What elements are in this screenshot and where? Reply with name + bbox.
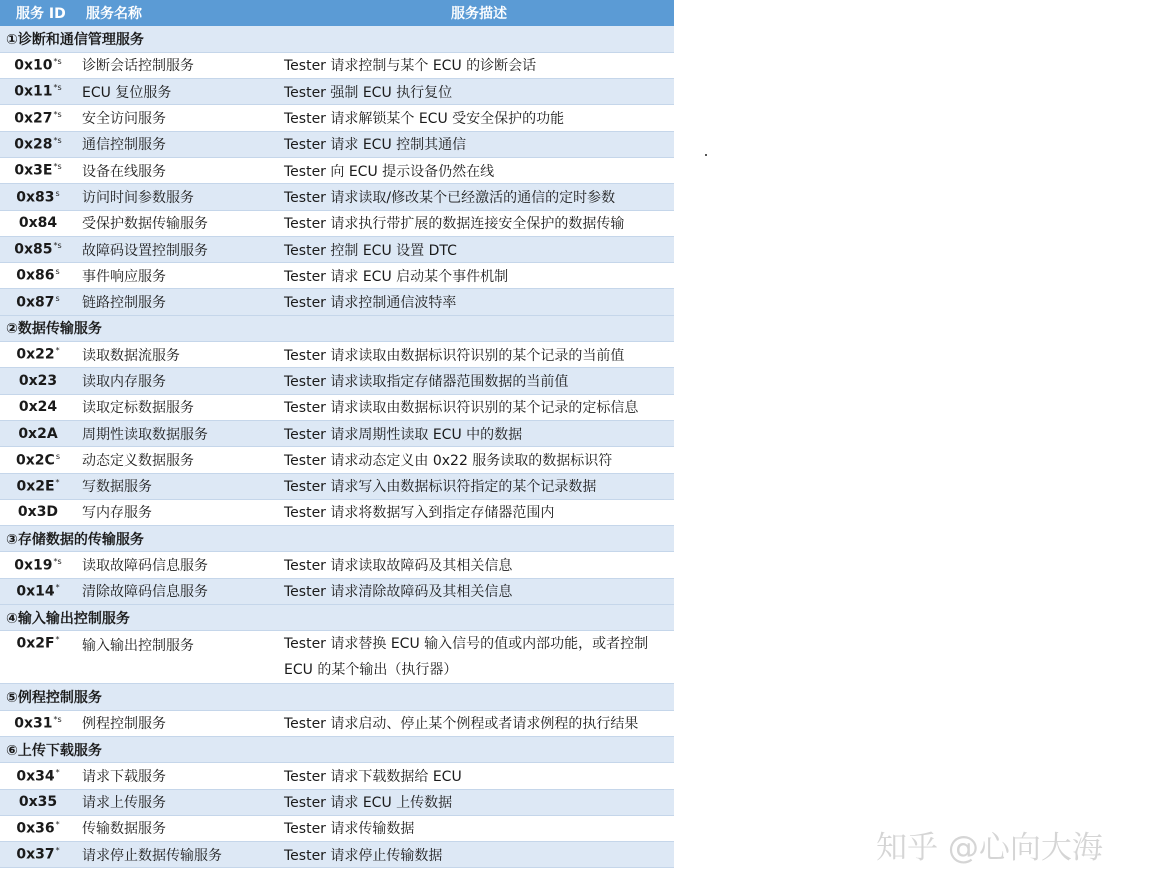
header-service-description: 服务描述 <box>451 6 507 22</box>
service-description: Tester 请求清除故障码及其相关信息 <box>284 578 674 604</box>
service-id-cell <box>0 263 82 289</box>
service-id: 0x85 <box>14 241 53 258</box>
service-name: ECU 复位服务 <box>82 79 284 105</box>
service-name: 读取定标数据服务 <box>82 400 194 417</box>
service-id: 0x87 <box>16 294 55 311</box>
service-id-cell <box>0 631 82 684</box>
service-id: 0x36 <box>16 820 55 837</box>
service-description: Tester 请求 ECU 启动某个事件机制 <box>284 268 509 285</box>
section-header-row <box>0 736 674 762</box>
service-id: 0x10 <box>14 57 53 74</box>
service-id: 0x22 <box>16 347 55 364</box>
table-row <box>0 578 674 604</box>
service-description: Tester 请求控制与某个 ECU 的诊断会话 <box>284 58 537 75</box>
table-row <box>0 289 674 315</box>
service-description: Tester 控制 ECU 设置 DTC <box>284 236 674 262</box>
service-id: 0x27 <box>14 110 53 127</box>
service-name: 受保护数据传输服务 <box>82 216 208 233</box>
table-row <box>0 473 674 499</box>
table-row <box>0 763 674 789</box>
service-description: Tester 请求解锁某个 ECU 受安全保护的功能 <box>284 111 565 128</box>
header-service-id: 服务 ID <box>16 6 66 22</box>
service-id-footnote-mark: * <box>55 846 60 856</box>
service-id: 0x31 <box>14 715 53 732</box>
table-row <box>0 157 674 183</box>
service-description: Tester 请求替换 ECU 输入信号的值或内部功能，或者控制 ECU 的某个输出（执行器） <box>284 636 649 679</box>
section-title: ⑤例程控制服务 <box>0 684 674 710</box>
section-header-row <box>0 605 674 631</box>
service-name: 传输数据服务 <box>82 821 166 838</box>
service-id: 0x2A <box>18 425 58 442</box>
service-id-footnote-mark: * <box>55 477 60 487</box>
service-id-cell <box>0 578 82 604</box>
header-service-name: 服务名称 <box>86 6 142 22</box>
section-title: ④输入输出控制服务 <box>0 605 674 631</box>
service-name: 设备在线服务 <box>82 163 166 180</box>
service-id-footnote-mark: s <box>55 293 60 303</box>
service-id: 0x28 <box>14 136 53 153</box>
table-row <box>0 263 674 289</box>
section-header-row <box>0 26 674 52</box>
service-id-footnote-mark: *s <box>53 162 62 172</box>
service-id: 0x2F <box>16 635 55 652</box>
service-description: Tester 请求写入由数据标识符指定的某个记录数据 <box>284 473 674 499</box>
service-id-footnote-mark: * <box>55 346 60 356</box>
service-id-footnote-mark: * <box>55 583 60 593</box>
table-row <box>0 79 674 105</box>
service-id: 0x11 <box>14 84 53 101</box>
service-description: Tester 请求将数据写入到指定存储器范围内 <box>284 505 555 522</box>
table-row <box>0 394 674 420</box>
service-id: 0x14 <box>16 583 55 600</box>
service-name: 请求停止数据传输服务 <box>82 842 284 868</box>
table-row <box>0 842 674 868</box>
table-row <box>0 552 674 578</box>
service-id-cell <box>0 815 82 841</box>
service-name: 读取内存服务 <box>82 368 284 394</box>
service-name: 写数据服务 <box>82 473 284 499</box>
service-id: 0x24 <box>18 399 58 416</box>
service-name: 诊断会话控制服务 <box>82 58 194 75</box>
section-title: ③存储数据的传输服务 <box>0 526 674 552</box>
service-id-footnote-mark: *s <box>53 57 62 67</box>
service-id-footnote-mark: * <box>55 767 60 777</box>
section-header-row <box>0 526 674 552</box>
service-id: 0x23 <box>18 373 58 389</box>
service-name: 事件响应服务 <box>82 268 166 285</box>
service-description: Tester 请求动态定义由 0x22 服务读取的数据标识符 <box>284 452 613 469</box>
table-row <box>0 105 674 131</box>
section-header-row <box>0 315 674 341</box>
service-id-cell <box>0 79 82 105</box>
section-title: ⑥上传下载服务 <box>0 736 674 762</box>
service-description: Tester 请求读取由数据标识符识别的某个记录的当前值 <box>284 347 625 364</box>
section-title: ①诊断和通信管理服务 <box>0 26 674 52</box>
table-row <box>0 447 674 473</box>
service-id-cell <box>0 763 82 789</box>
service-id: 0x19 <box>14 557 53 574</box>
service-id-cell <box>0 157 82 183</box>
service-description: Tester 请求读取故障码及其相关信息 <box>284 558 513 575</box>
service-name: 访问时间参数服务 <box>82 184 284 210</box>
service-id-cell <box>0 184 82 210</box>
section-header-row <box>0 684 674 710</box>
service-description: Tester 请求控制通信波特率 <box>284 289 674 315</box>
stray-dot <box>705 154 707 156</box>
service-id-cell <box>0 236 82 262</box>
service-id-footnote-mark: s <box>55 188 60 198</box>
table-row <box>0 815 674 841</box>
service-name: 例程控制服务 <box>82 716 166 733</box>
table-row <box>0 184 674 210</box>
service-id: 0x2C <box>16 452 55 469</box>
watermark: 知乎 @心向大海 <box>876 830 1103 866</box>
service-id-cell <box>0 342 82 368</box>
service-name: 输入输出控制服务 <box>82 638 194 655</box>
service-id-cell <box>0 105 82 131</box>
service-description: Tester 向 ECU 提示设备仍然在线 <box>284 163 495 180</box>
service-name: 链路控制服务 <box>82 289 284 315</box>
table-row <box>0 131 674 157</box>
table-row <box>0 710 674 736</box>
table-row <box>0 342 674 368</box>
service-id-cell <box>0 210 82 236</box>
table-row <box>0 499 674 525</box>
service-id: 0x3E <box>14 162 53 179</box>
table-body <box>0 26 674 868</box>
service-id-footnote-mark: *s <box>53 556 62 566</box>
service-description: Tester 请求 ECU 控制其通信 <box>284 131 674 157</box>
service-id: 0x37 <box>16 847 55 864</box>
service-id-footnote-mark: * <box>55 635 60 645</box>
service-id-cell <box>0 552 82 578</box>
service-id: 0x34 <box>16 768 55 785</box>
service-name: 清除故障码信息服务 <box>82 578 284 604</box>
service-name: 周期性读取数据服务 <box>82 420 284 446</box>
service-description: Tester 请求读取由数据标识符识别的某个记录的定标信息 <box>284 400 639 417</box>
service-id-cell <box>0 499 82 525</box>
service-id-footnote-mark: *s <box>53 83 62 93</box>
service-id: 0x35 <box>18 794 58 811</box>
table-row <box>0 789 674 815</box>
service-id-cell <box>0 368 82 394</box>
table-row <box>0 420 674 446</box>
service-name: 写内存服务 <box>82 505 152 522</box>
service-description: Tester 强制 ECU 执行复位 <box>284 79 674 105</box>
service-description: Tester 请求 ECU 上传数据 <box>284 789 674 815</box>
table-row <box>0 368 674 394</box>
service-name: 读取数据流服务 <box>82 347 180 364</box>
table-row <box>0 52 674 78</box>
service-description: Tester 请求传输数据 <box>284 821 415 838</box>
table-row <box>0 210 674 236</box>
service-id-footnote-mark: *s <box>53 714 62 724</box>
service-id-footnote-mark: s <box>55 267 60 277</box>
service-id: 0x83 <box>16 189 55 206</box>
service-id-cell <box>0 420 82 446</box>
service-id-cell <box>0 289 82 315</box>
service-name: 请求下载服务 <box>82 768 166 785</box>
service-name: 动态定义数据服务 <box>82 452 194 469</box>
service-name: 故障码设置控制服务 <box>82 236 284 262</box>
service-id-footnote-mark: *s <box>53 136 62 145</box>
table-row <box>0 631 674 684</box>
service-id-cell <box>0 789 82 815</box>
service-name: 读取故障码信息服务 <box>82 558 208 575</box>
service-id: 0x86 <box>16 268 55 285</box>
service-id-cell <box>0 473 82 499</box>
service-name: 请求上传服务 <box>82 789 284 815</box>
service-description: Tester 请求停止传输数据 <box>284 842 674 868</box>
service-name: 通信控制服务 <box>82 131 284 157</box>
service-id-cell <box>0 394 82 420</box>
service-id: 0x3D <box>17 504 59 521</box>
service-name: 安全访问服务 <box>82 111 166 128</box>
service-description: Tester 请求周期性读取 ECU 中的数据 <box>284 420 674 446</box>
service-description: Tester 请求读取/修改某个已经激活的通信的定时参数 <box>284 184 674 210</box>
table-row <box>0 236 674 262</box>
service-id-cell <box>0 447 82 473</box>
service-id-footnote-mark: * <box>55 820 60 830</box>
service-description: Tester 请求读取指定存储器范围数据的当前值 <box>284 368 674 394</box>
service-id-cell <box>0 842 82 868</box>
table-header-row <box>0 0 674 26</box>
service-description: Tester 请求下载数据给 ECU <box>284 768 462 785</box>
service-description: Tester 请求启动、停止某个例程或者请求例程的执行结果 <box>284 716 639 733</box>
section-title: ②数据传输服务 <box>0 315 674 341</box>
service-id-cell <box>0 52 82 78</box>
service-description: Tester 请求执行带扩展的数据连接安全保护的数据传输 <box>284 216 625 233</box>
service-id-footnote-mark: *s <box>53 241 62 251</box>
service-id-footnote-mark: *s <box>53 109 62 119</box>
service-id-footnote-mark: s <box>55 451 60 461</box>
service-id-cell <box>0 710 82 736</box>
service-id: 0x84 <box>18 215 58 232</box>
service-id: 0x2E <box>16 478 55 495</box>
service-id-cell <box>0 131 82 157</box>
